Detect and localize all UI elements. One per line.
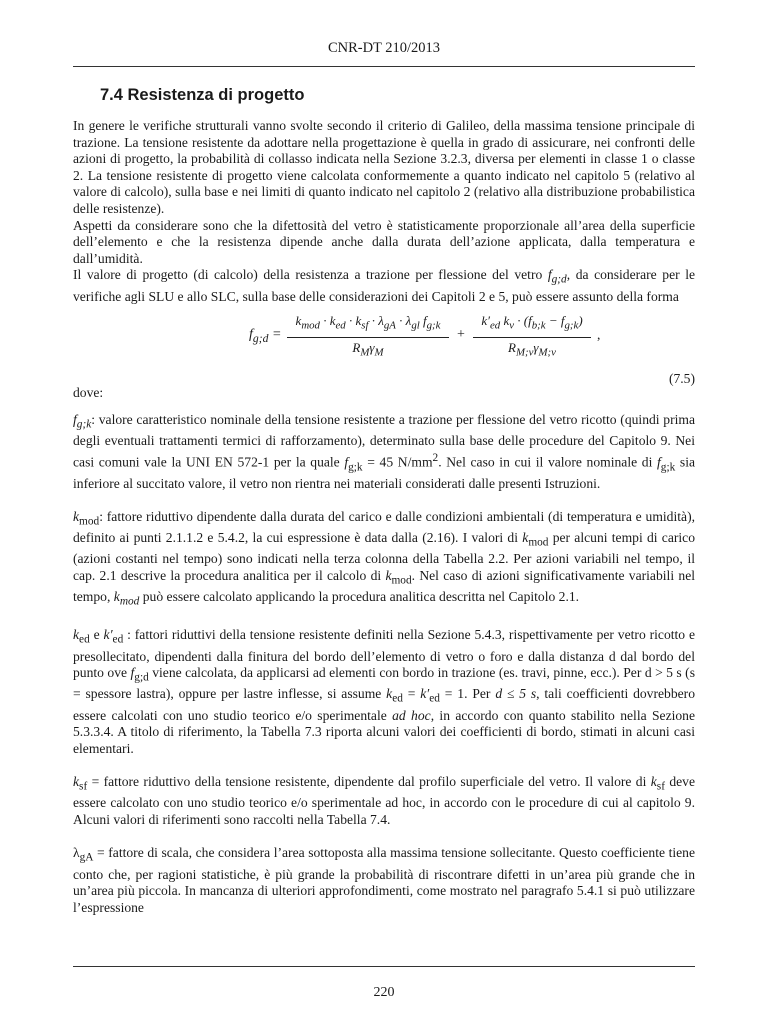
section-title: 7.4 Resistenza di progetto	[100, 86, 305, 104]
definition-lambda-ga: $\lambda_{gA}$ = fattore di scala, che considera l’area sottoposta alla massima tensione sollecitante. Questo coefficiente tiene conto che, per ragioni statistiche, è più grande la probabilità di riscontrare difetti in un’area più grande che in un’area più piccola. In mancanza di ulteriori approfondimenti, come mostrato nel paragrafo 5.4.1 si può utilizzare l’espressione	[73, 845, 695, 915]
definition-fgk: $f_{g;k}$: valore caratteristico nominale della tensione resistente a trazione per flessione del vetro ricotto (quindi prima degli eventuali trattamenti termici di rafforzamento), determinato sulla base delle procedure del Capitolo 9. Nei casi comuni vale la UNI EN 572-1 per la quale $f_{g;k} = 45$ $N/mm^2$. Nel caso in cui il valore nominale di $f_{g;k}$ sia inferiore al succitato valore, il vetro non rientra nei materiali considerati dalle presenti Istruzioni.	[73, 411, 696, 491]
formula-plus: +	[457, 327, 465, 343]
paragraph-galileo: In genere le verifiche strutturali vanno svolte secondo il criterio di Galileo, della massima tensione principale di trazione. La tensione resistente da adottare nella progettazione è quella in grado di assicurare, nei confronti delle azioni di progetto, la probabilità di collasso indicata nella Sezione 3.2.3, diversa per elementi in classe 1 o classe 2. La tensione resistente di progetto viene calcolata conformemente a quanto indicato nel capitolo 5 (relativo al valore di calcolo), sulla base e nei limiti di quanto indicato nel capitolo 2 (relativo alla distribuzione probabilistica delle resistenze).	[73, 118, 695, 216]
formula-fraction-1: $k_{mod} \cdot k_{ed} \cdot k_{sf} \cdot \lambda_{gA} \cdot \lambda_{gl}$ $f_{g;k}$ $R_M\gamma_M$	[287, 313, 449, 361]
footer-rule	[73, 966, 695, 967]
equation-number: (7.5)	[668, 371, 695, 387]
definition-ked: $k_{ed}$ e $k'_{ed}$ : fattori riduttivi della tensione resistente definiti nella Sezione 5.4.3, rispettivamente per vetro ricotto e presollecitato, dipendenti dalla finitura del bordo dell’elemento di vetro o foro e dalla distanza d dal bordo del punto ove $f_{g;d}$ viene calcolata, da applicarsi ad elementi con bordo in trazione (es. travi, pinne, ecc.). Per d > 5 s (s = spessore lastra), oppure per lastre inflesse, si assume $k_{ed} = k'_{ed} = 1$. Per d ≤ 5 s, tali coefficienti dovrebbero essere calcolati con uno studio teorico e/o sperimentale ad hoc, in accordo con quanto stabilito nella Sezione 5.3.3.4. A titolo di riferimento, la Tabella 7.3 riporta alcuni valori dei coefficienti di bordo, stimati in alcuni casi elementari.	[73, 627, 696, 756]
paragraph-valore-progetto: Il valore di progetto (di calcolo) della resistenza a trazione per flessione del vetro $f_{g;d}$, da considerare per le verifiche agli SLU e allo SLC, sulla base delle considerazioni dei Capitoli 2 e 5, può essere assunto della forma	[73, 267, 695, 304]
page-content	[73, 118, 695, 916]
definition-ksf: $k_{sf}$ = fattore riduttivo della tensione resistente, dipendente dal profilo superficiale del vetro. Il valore di $k_{sf}$ deve essere calcolato con uno studio teorico e/o sperimentale ad hoc, in accordo con le procedure di cui al capitolo 9. Alcuni valori di riferimenti sono raccolti nella Tabella 7.4.	[73, 774, 695, 828]
formula-7-5: $f_{g;d}$ = $k_{mod} \cdot k_{ed} \cdot k_{sf} \cdot \lambda_{gA} \cdot \lambda_{gl}$ $f_{g;k}$ $R_M\gamma_M$ + $k'_{ed}$ $k_v \cdot (f_{b;k} - f_{g;k})$ $R_{M;v}\gamma_{M;v}$ ,	[73, 313, 695, 369]
header-rule	[73, 66, 695, 67]
definition-kmod: $k_{mod}$: fattore riduttivo dipendente dalla durata del carico e dalle condizioni ambientali (di temperatura e umidità), definito ai punti 2.1.1.2 e 5.4.2, la cui espressione è data dalla (2.16). I valori di $k_{mod}$ per alcuni tempi di carico (azioni costanti nel tempo) sono indicati nella terza colonna della Tabella 2.2. Per azioni variabili nel tempo, il cap. 2.1 descrive la procedura analitica per il calcolo di $k_{mod}$. Nel caso di azioni significativamente variabili nel tempo, $k_{mod}$ può essere calcolato applicando la procedura analitica descritta nel Capitolo 2.1.	[73, 508, 696, 609]
paragraph-difettosita: Aspetti da considerare sono che la difettosità del vetro è statisticamente proporzionale all’area della superficie dell’elemento e che la resistenza dipende anche dalla durata dell’azione applicata, dalla temperatura e dall’umidità.	[73, 217, 695, 266]
running-header: CNR-DT 210/2013	[327, 40, 441, 56]
dove-label: dove:	[73, 385, 104, 401]
page-number: 220	[373, 985, 395, 1000]
formula-lhs: $f_{g;d}$ =	[249, 327, 282, 346]
formula-fraction-2: $k'_{ed}$ $k_v \cdot (f_{b;k} - f_{g;k})$ $R_{M;v}\gamma_{M;v}$	[473, 313, 591, 361]
